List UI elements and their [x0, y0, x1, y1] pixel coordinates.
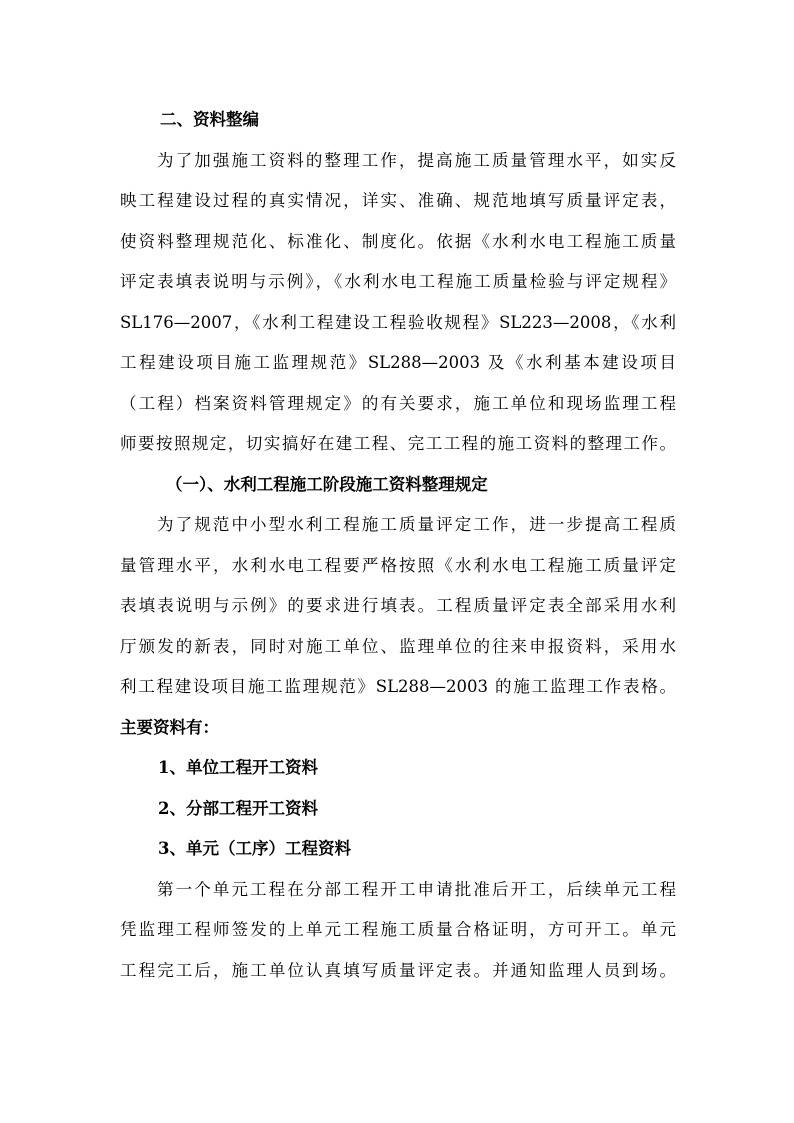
list-item: 1、单位工程开工资料 — [158, 758, 318, 777]
paragraph-line: 量管理水平，水利水电工程要严格按照《水利水电工程施工质量评定 — [120, 555, 676, 575]
paragraph-line: 为了加强施工资料的整理工作，提高施工质量管理水平，如实反 — [157, 150, 676, 170]
paragraph-line: SL176—2007，《水利工程建设工程验收规程》SL223—2008，《水利 — [120, 312, 676, 332]
paragraph-line: 第一个单元工程在分部工程开工申请批准后开工，后续单元工程 — [157, 879, 676, 899]
paragraph-line: 利工程建设项目施工监理规范》SL288—2003 的施工监理工作表格。 — [120, 677, 676, 696]
paragraph-line: 表填表说明与示例》的要求进行填表。工程质量评定表全部采用水利 — [120, 596, 676, 615]
paragraph-line: 评定表填表说明与示例》，《水利水电工程施工质量检验与评定规程》 — [120, 272, 676, 291]
list-item: 2、分部工程开工资料 — [158, 798, 318, 818]
paragraph-line: 师要按照规定，切实搞好在建工程、完工工程的施工资料的整理工作。 — [120, 434, 676, 453]
document-body — [120, 100, 676, 991]
paragraph-line: 凭监理工程师签发的上单元工程施工质量合格证明，方可开工。单元 — [120, 920, 676, 939]
paragraph-line: 使资料整理规范化、标准化、制度化。依据《水利水电工程施工质量 — [120, 231, 676, 251]
unit-paragraph — [120, 870, 676, 992]
paragraph-line: 为了规范中小型水利工程施工质量评定工作，进一步提高工程质 — [157, 515, 676, 534]
materials-list — [120, 748, 676, 870]
subsection-heading: （一）、水利工程施工阶段施工资料整理规定 — [166, 474, 488, 494]
section-heading: 二、资料整编 — [160, 110, 259, 129]
subsection-paragraph — [120, 505, 676, 708]
section-paragraph — [120, 141, 676, 465]
main-materials-label: 主要资料有： — [120, 717, 219, 737]
paragraph-line: （工程）档案资料管理规定》的有关要求，施工单位和现场监理工程 — [120, 393, 676, 413]
list-item: 3、单元（工序）工程资料 — [158, 839, 351, 858]
paragraph-line: 映工程建设过程的真实情况，详实、准确、规范地填写质量评定表， — [120, 191, 676, 210]
paragraph-line: 厅颁发的新表，同时对施工单位、监理单位的往来申报资料，采用水 — [120, 636, 676, 656]
paragraph-line: 工程建设项目施工监理规范》SL288—2003 及《水利基本建设项目 — [120, 353, 676, 372]
paragraph-line: 工程完工后，施工单位认真填写质量评定表。并通知监理人员到场。 — [120, 960, 676, 980]
